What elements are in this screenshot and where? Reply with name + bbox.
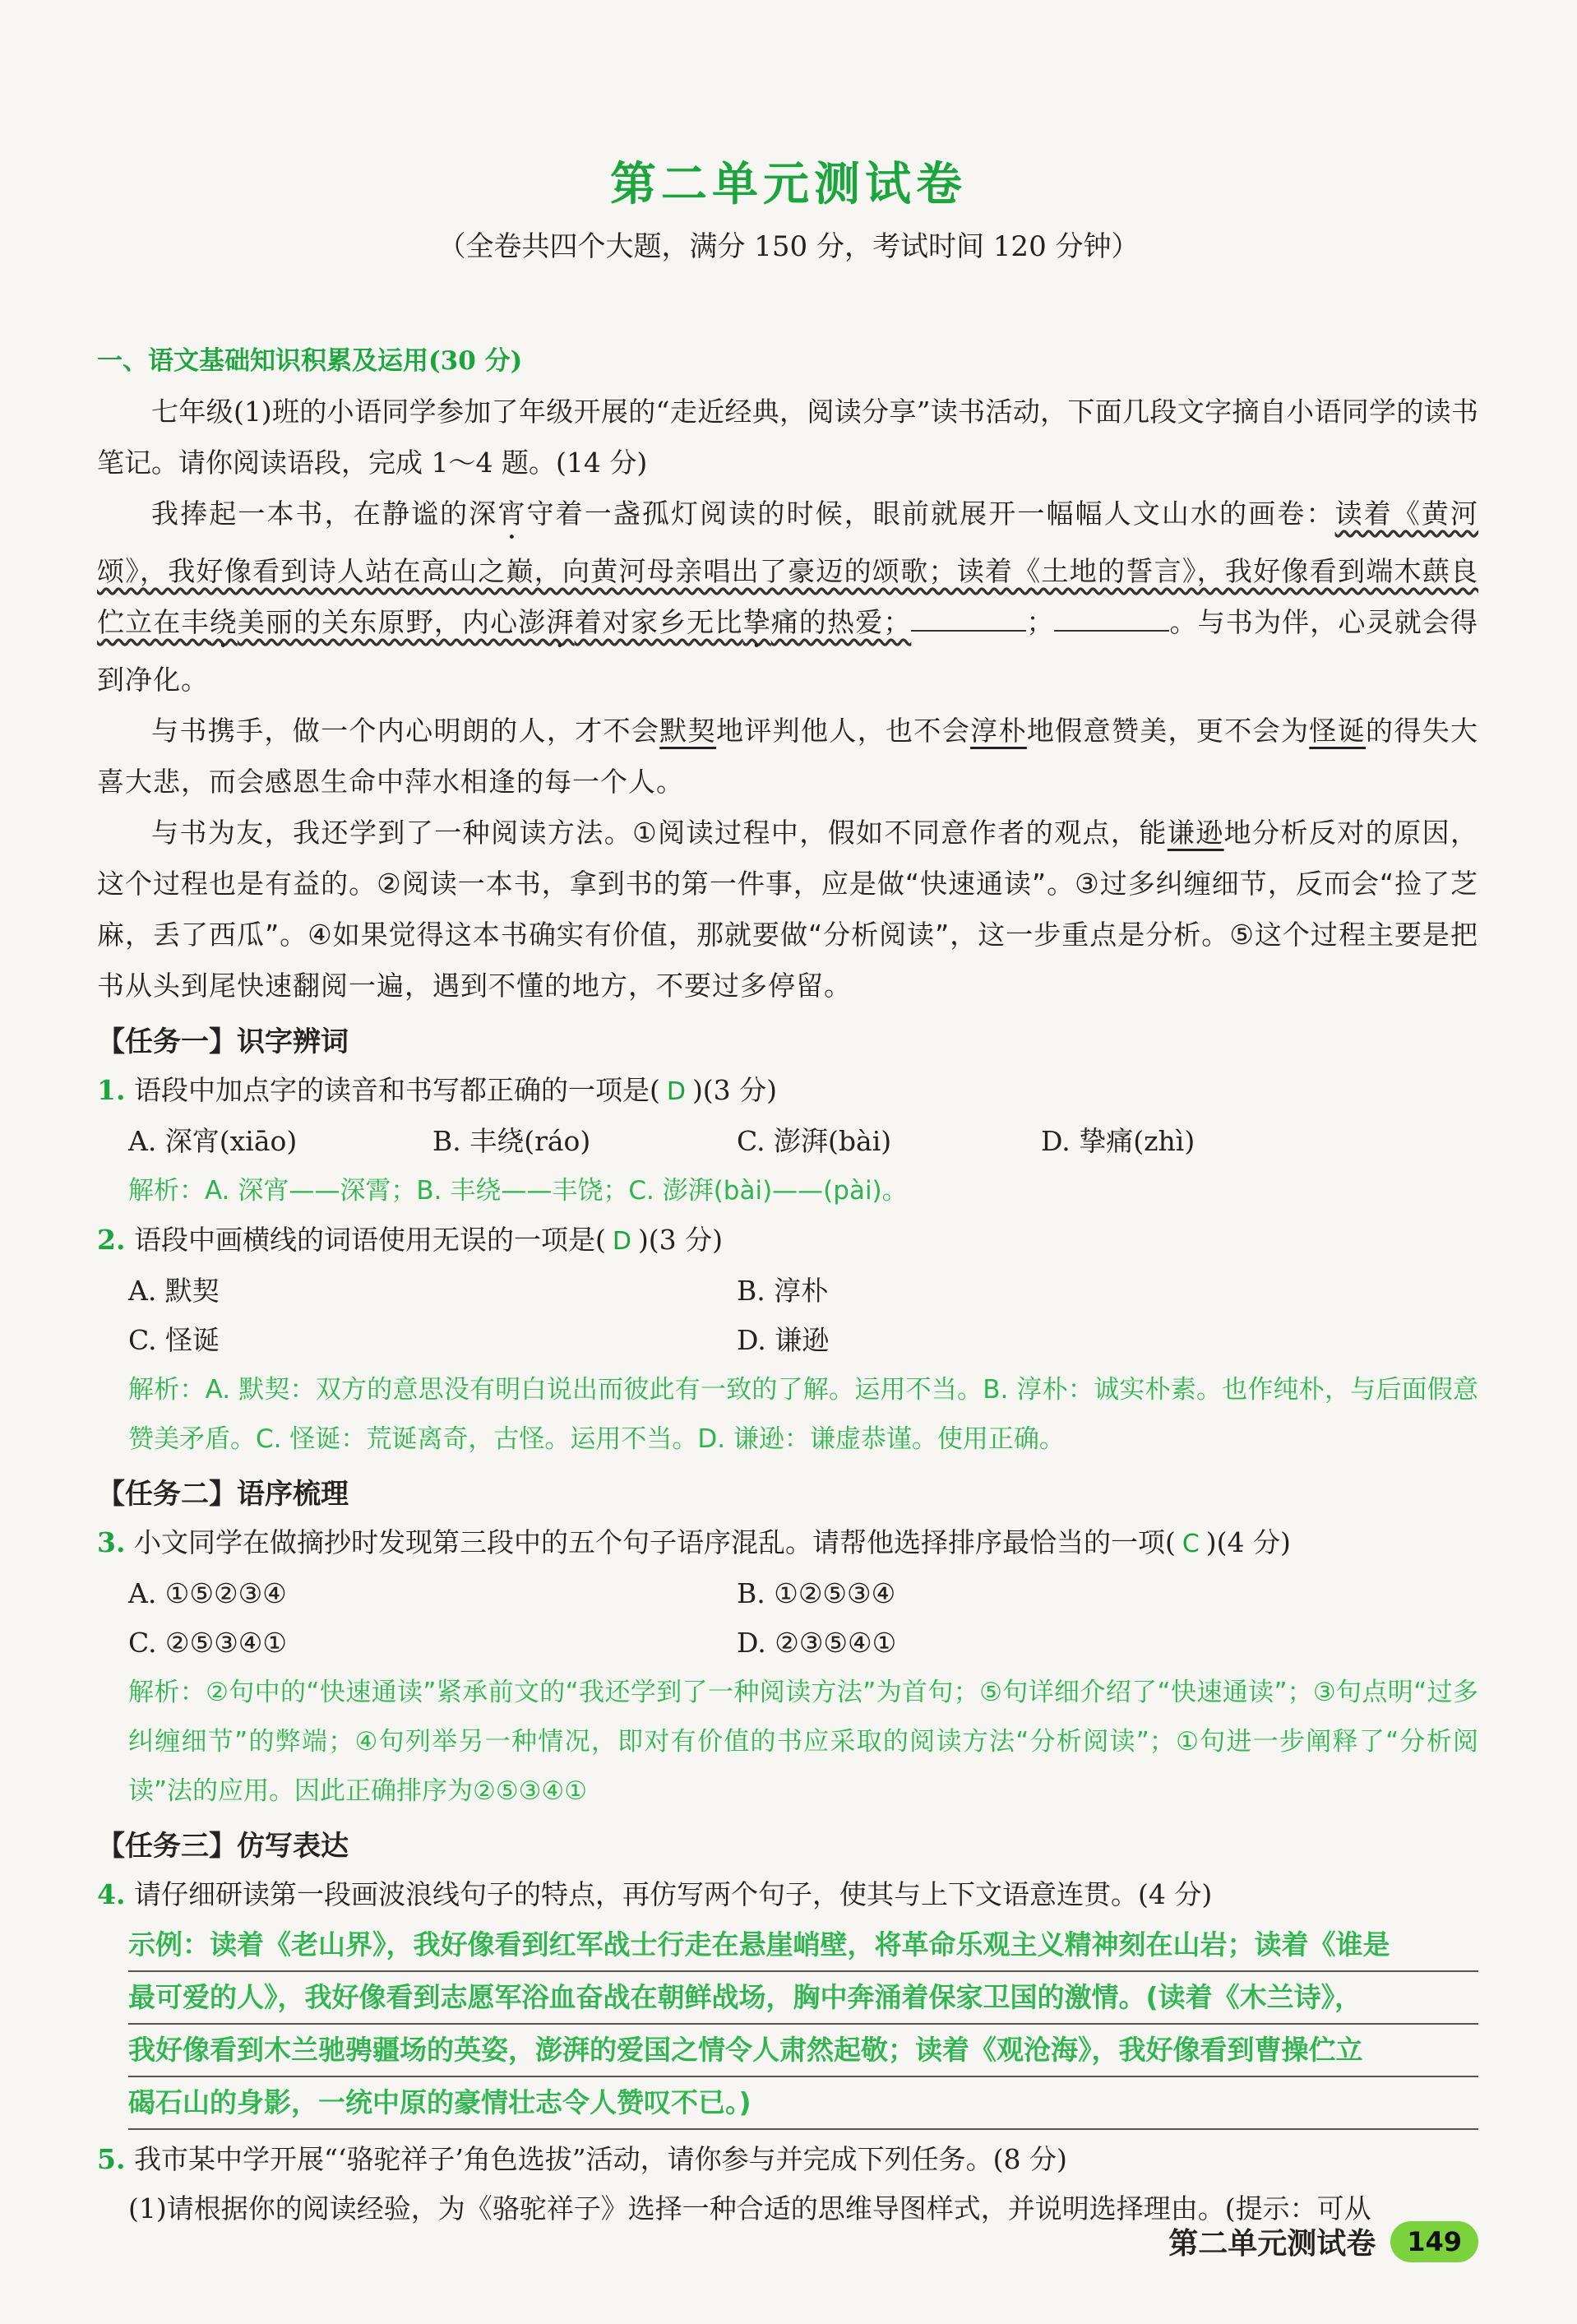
q1-options	[97, 1117, 1478, 1166]
content	[97, 333, 1478, 2234]
answer-line: 最可爱的人》，我好像看到志愿军浴血奋战在朝鲜战场，胸中奔涌着保家卫国的激情。(读着《木兰诗》，	[128, 1972, 1478, 2025]
answer-blank[interactable]	[911, 609, 1026, 632]
p2-text-g: 的得失大喜大悲，而会感恩生命中萍水相逢的每一个人。	[97, 715, 1479, 798]
footer-title: 第二单元测试卷	[1168, 2227, 1376, 2261]
question-score: )(3 分)	[637, 1224, 724, 1256]
question-number: 2.	[97, 1224, 126, 1256]
option-a: A. ①⑤②③④	[128, 1577, 287, 1609]
p1-text-l: 。与书为伴，心灵就会得到净化。	[97, 606, 1479, 696]
page-title: 第二单元测试卷	[610, 157, 967, 211]
question-4	[97, 1870, 1478, 1919]
q1-analysis: 解析：A. 深宵——深霄；B. 丰绕——丰饶；C. 澎湃(bài)——(pài)。	[128, 1176, 908, 1206]
task-heading-1: 【任务一】识字辨词	[97, 1025, 349, 1058]
wavy-underlined-text: 痛的热爱；	[770, 606, 912, 638]
question-score: )(4 分)	[1205, 1526, 1291, 1558]
p2-text-a: 与书携手，做一个内心明朗的人，才不会	[151, 715, 660, 747]
option-c: C. 怪诞	[128, 1324, 220, 1356]
dotted-char: 绕	[209, 606, 238, 638]
answer-line: 我好像看到木兰驰骋疆场的英姿，澎湃的爱国之情令人肃然起敬；读着《观沧海》，我好像看到曹操伫立	[128, 2025, 1478, 2077]
question-stem: 请仔细研读第一段画波浪线句子的特点，再仿写两个句子，使其与上下文语意连贯。(4 分)	[133, 1878, 1213, 1910]
question-stem: 语段中加点字的读音和书写都正确的一项是(	[133, 1074, 660, 1106]
answer-blank[interactable]	[1054, 609, 1169, 632]
question-5	[97, 2135, 1478, 2184]
question-number: 5.	[97, 2143, 126, 2175]
reading-paragraph-2	[97, 706, 1478, 808]
underlined-word: 怪诞	[1309, 715, 1366, 747]
question-3	[97, 1518, 1478, 1569]
reading-paragraph-3	[97, 808, 1478, 1012]
p2-text-c: 地评判他人，也不会	[715, 715, 971, 747]
question-score: )(3 分)	[691, 1074, 778, 1106]
option-a: A. 深宵(xiāo)	[128, 1125, 298, 1157]
page-footer	[1168, 2220, 1478, 2262]
task-heading-2: 【任务二】语序梳理	[97, 1478, 349, 1511]
underlined-word: 淳朴	[970, 715, 1027, 747]
p1-text-a: 我捧起一本书，在静谧的深	[151, 498, 498, 530]
question-2	[97, 1215, 1478, 1266]
dotted-char: 湃	[546, 606, 575, 638]
option-c: C. ②⑤③④①	[128, 1627, 287, 1659]
question-number: 1.	[97, 1074, 126, 1106]
wavy-underlined-text: 读着《黄河颂》，我好像看到诗人站在高山之巅，向黄河母亲唱出了豪迈的颂歌；读着《土地的誓言》，我好像看到端木蕻良伫立在丰	[97, 498, 1479, 638]
option-d: D. ②③⑤④①	[737, 1627, 897, 1659]
section-heading: 一、语文基础知识积累及运用(30 分)	[97, 346, 523, 376]
answer-choice: D	[666, 1077, 686, 1106]
dotted-char: 宵	[497, 498, 527, 530]
q3-options	[97, 1569, 1478, 1668]
option-b: B. ①②⑤③④	[737, 1577, 896, 1609]
p3-text-a: 与书为友，我还学到了一种阅读方法。①阅读过程中，假如不同意作者的观点，能	[151, 817, 1168, 849]
option-b: B. 淳朴	[737, 1275, 829, 1307]
page-number-badge: 149	[1390, 2221, 1478, 2262]
dotted-char: 挚	[742, 606, 771, 638]
question-stem: 小文同学在做摘抄时发现第三段中的五个句子语序混乱。请帮他选择排序最恰当的一项(	[133, 1526, 1176, 1558]
answer-choice: D	[612, 1227, 631, 1256]
question-stem: 我市某中学开展“‘骆驼祥子’角色选拔”活动，请你参与并完成下列任务。(8 分)	[133, 2143, 1067, 2175]
option-a: A. 默契	[128, 1275, 220, 1307]
option-d: D. 挚痛(zhì)	[1041, 1125, 1195, 1157]
question-stem: 语段中画横线的词语使用无误的一项是(	[133, 1224, 606, 1256]
underlined-word: 谦逊	[1167, 817, 1224, 849]
option-c: C. 澎湃(bài)	[737, 1125, 892, 1157]
wavy-underlined-text: 着对家乡无比	[574, 606, 743, 638]
option-b: B. 丰绕(ráo)	[432, 1125, 591, 1157]
underlined-word: 默契	[659, 715, 716, 747]
p1-text-c: 守着一盏孤灯阅读的时候，眼前就展开一幅幅人文山水的画卷：	[526, 498, 1335, 530]
option-d: D. 谦逊	[737, 1324, 830, 1356]
p3-text-c: 地分析反对的原因，这个过程也是有益的。②阅读一本书，拿到书的第一件事，应是做“快速通读”。③过多纠缠细节，反而会“捡了芝麻，丢了西瓜”。④如果觉得这本书确实有价值，那就要做“分析阅读”，这一步重点是分析。⑤这个过程主要是把书从头到尾快速翻阅一遍，遇到不懂的地方，不要过多停留。	[97, 817, 1478, 1002]
answer-line: 示例：读着《老山界》，我好像看到红军战士行走在悬崖峭壁，将革命乐观主义精神刻在山岩；读着《谁是	[128, 1919, 1478, 1972]
task-heading-3: 【任务三】仿写表达	[97, 1830, 349, 1863]
answer-line: 碣石山的身影，一统中原的豪情壮志令人赞叹不已。)	[128, 2077, 1478, 2130]
q5-subquestion-1: (1)请根据你的阅读经验，为《骆驼祥子》选择一种合适的思维导图样式，并说明选择理由。(提示：可从	[128, 2192, 1371, 2224]
q2-analysis: 解析：A. 默契：双方的意思没有明白说出而彼此有一致的了解。运用不当。B. 淳朴：诚实朴素。也作纯朴，与后面假意赞美矛盾。C. 怪诞：荒诞离奇，古怪。运用不当。D. 谦逊：谦虚恭谨。使用正确。	[128, 1375, 1478, 1454]
p2-text-e: 地假意赞美，更不会为	[1026, 715, 1310, 747]
answer-choice: C	[1182, 1530, 1200, 1558]
exam-info: （全卷共四个大题，满分 150 分，考试时间 120 分钟）	[437, 230, 1140, 263]
question-number: 4.	[97, 1878, 126, 1910]
p1-text-k: ；	[1026, 606, 1055, 638]
q4-sample-answer	[97, 1919, 1478, 2130]
q2-options	[97, 1266, 1478, 1365]
q3-analysis: 解析：②句中的“快速通读”紧承前文的“我还学到了一种阅读方法”为首句；⑤句详细介绍了“快速通读”；③句点明“过多纠缠细节”的弊端；④句列举另一种情况，即对有价值的书应采取的阅读方法“分析阅读”；①句进一步阐释了“分析阅读”法的应用。因此正确排序为②⑤③④①	[128, 1678, 1478, 1806]
wavy-underlined-text: 美丽的关东原野，内心澎	[237, 606, 547, 638]
question-1	[97, 1066, 1478, 1117]
question-number: 3.	[97, 1526, 126, 1558]
reading-paragraph-1	[97, 488, 1478, 706]
intro-paragraph: 七年级(1)班的小语同学参加了年级开展的“走近经典，阅读分享”读书活动，下面几段文字摘自小语同学的读书笔记。请你阅读语段，完成 1～4 题。(14 分)	[97, 396, 1478, 479]
